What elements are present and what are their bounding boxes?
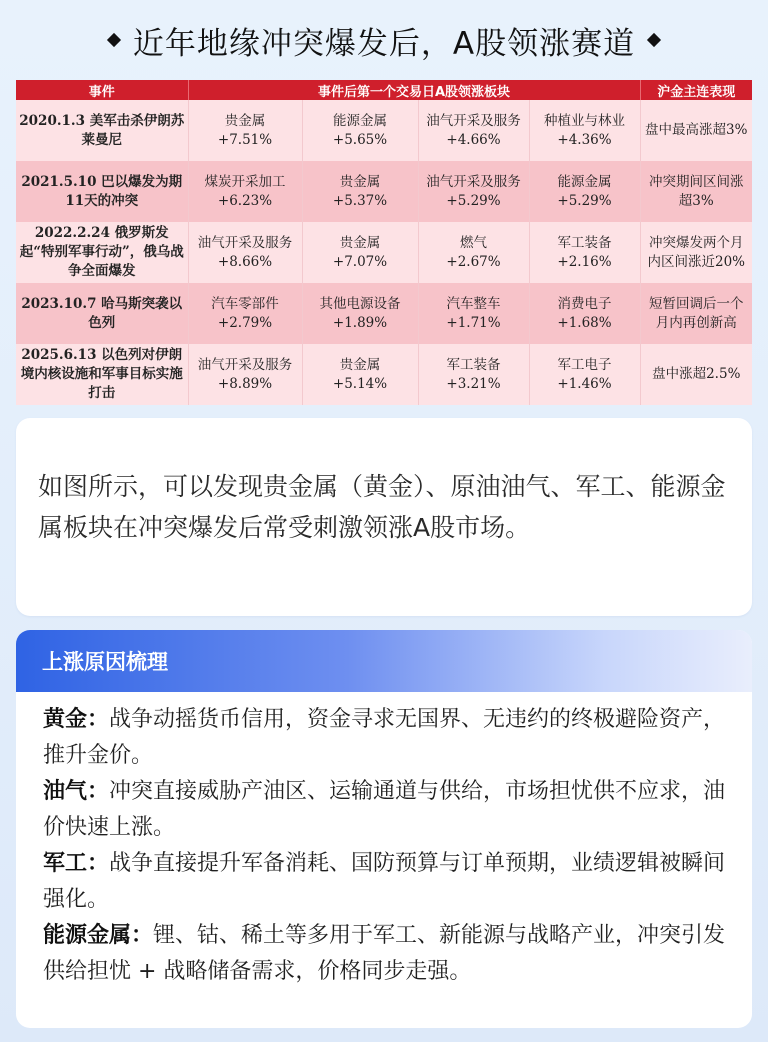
sector-name: 军工装备 — [446, 356, 501, 373]
sector-change: +8.89% — [217, 375, 273, 392]
sector-name: 煤炭开采加工 — [204, 173, 286, 190]
sector-change: +1.71% — [446, 314, 501, 331]
sector-change: +2.16% — [557, 253, 612, 270]
sector-name: 能源金属 — [333, 112, 387, 129]
sector-cell — [529, 283, 640, 344]
sector-cell — [418, 161, 529, 222]
sector-name: 贵金属 — [224, 112, 266, 129]
sector-cell — [529, 100, 640, 161]
reasons-card — [16, 630, 752, 1028]
reason-label: 油气： — [43, 779, 110, 804]
table-row — [16, 222, 752, 283]
sector-change: +8.66% — [217, 253, 273, 270]
sector-cell — [188, 344, 302, 405]
event-cell: 2023.10.7 哈马斯突袭以色列 — [16, 283, 188, 344]
sector-change: +2.79% — [217, 314, 273, 331]
sector-change: +5.14% — [332, 375, 388, 392]
sector-cell — [188, 161, 302, 222]
reasons-header — [16, 630, 752, 692]
sector-name: 消费电子 — [557, 295, 612, 312]
sector-change: +5.65% — [332, 131, 388, 148]
reason-item-gold — [43, 702, 730, 774]
sector-name: 汽车零部件 — [211, 295, 279, 312]
event-cell: 2022.2.24 俄罗斯发起“特别军事行动”，俄乌战争全面爆发 — [16, 222, 188, 283]
title-bar — [0, 8, 768, 72]
sector-name: 能源金属 — [557, 173, 612, 190]
events-table-container — [16, 80, 752, 408]
sector-cell — [188, 222, 302, 283]
events-table — [16, 80, 752, 405]
event-cell: 2021.5.10 巴以爆发为期11天的冲突 — [16, 161, 188, 222]
gold-cell: 盘中最高涨超3% — [640, 100, 752, 161]
table-header-row — [16, 80, 752, 100]
summary-card — [16, 418, 752, 616]
reason-text: 战争直接提升军备消耗、国防预算与订单预期，业绩逻辑被瞬间强化。 — [43, 851, 726, 912]
reason-item-oil — [43, 774, 730, 846]
sector-cell — [302, 283, 418, 344]
reason-label: 能源金属： — [43, 923, 154, 948]
sector-change: +2.67% — [446, 253, 501, 270]
diamond-left-icon — [107, 33, 121, 47]
sector-cell — [302, 100, 418, 161]
table-row — [16, 283, 752, 344]
gold-cell: 短暂回调后一个月内再创新高 — [640, 283, 752, 344]
sector-change: +1.46% — [557, 375, 612, 392]
event-cell: 2020.1.3 美军击杀伊朗苏莱曼尼 — [16, 100, 188, 161]
sector-change: +7.51% — [217, 131, 273, 148]
header-gold: 沪金主连表现 — [640, 80, 752, 100]
sector-name: 其他电源设备 — [319, 295, 401, 312]
sector-cell — [529, 222, 640, 283]
sector-cell — [188, 100, 302, 161]
sector-change: +7.07% — [332, 253, 388, 270]
sector-cell — [302, 344, 418, 405]
sector-change: +4.66% — [446, 131, 501, 148]
sector-cell — [418, 222, 529, 283]
sector-change: +6.23% — [217, 192, 273, 209]
sector-change: +5.29% — [446, 192, 501, 209]
sector-name: 军工装备 — [557, 234, 612, 251]
event-cell: 2025.6.13 以色列对伊朗境内核设施和军事目标实施打击 — [16, 344, 188, 405]
page-title: 近年地缘冲突爆发后，A股领涨赛道 — [132, 25, 636, 62]
sector-cell — [529, 344, 640, 405]
table-row — [16, 100, 752, 161]
reason-item-energy-metals — [43, 918, 730, 990]
sector-name: 油气开采及服务 — [197, 234, 293, 251]
header-event: 事件 — [16, 80, 188, 100]
sector-cell — [418, 283, 529, 344]
sector-name: 贵金属 — [339, 356, 381, 373]
reason-item-military — [43, 846, 730, 918]
sector-name: 贵金属 — [339, 234, 381, 251]
diamond-right-icon — [647, 33, 661, 47]
header-sectors: 事件后第一个交易日A股领涨板块 — [188, 80, 640, 100]
sector-cell — [302, 222, 418, 283]
sector-cell — [529, 161, 640, 222]
sector-name: 油气开采及服务 — [426, 112, 521, 129]
sector-change: +1.68% — [557, 314, 612, 331]
sector-change: +1.89% — [332, 314, 388, 331]
sector-name: 汽车整车 — [446, 295, 501, 312]
table-row — [16, 161, 752, 222]
reason-text: 冲突直接威胁产油区、运输通道与供给，市场担忧供不应求，油价快速上涨。 — [43, 779, 726, 840]
gold-cell: 冲突爆发两个月内区间涨近20% — [640, 222, 752, 283]
sector-name: 种植业与林业 — [544, 112, 625, 129]
sector-cell — [302, 161, 418, 222]
reason-text: 锂、钴、稀土等多用于军工、新能源与战略产业，冲突引发供给担忧 + 战略储备需求，价格同步走强。 — [43, 923, 726, 984]
sector-name: 贵金属 — [339, 173, 381, 190]
gold-cell: 冲突期间区间涨超3% — [640, 161, 752, 222]
reasons-list — [16, 692, 752, 990]
table-row — [16, 344, 752, 405]
sector-change: +5.29% — [557, 192, 612, 209]
sector-name: 油气开采及服务 — [197, 356, 293, 373]
sector-name: 燃气 — [460, 234, 487, 251]
sector-change: +3.21% — [446, 375, 501, 392]
sector-cell — [188, 283, 302, 344]
sector-cell — [418, 344, 529, 405]
sector-cell — [418, 100, 529, 161]
sector-name: 油气开采及服务 — [426, 173, 521, 190]
sector-name: 军工电子 — [557, 356, 612, 373]
sector-change: +5.37% — [332, 192, 388, 209]
reasons-heading: 上涨原因梳理 — [42, 650, 168, 674]
gold-cell: 盘中涨超2.5% — [640, 344, 752, 405]
reason-text: 战争动摇货币信用，资金寻求无国界、无违约的终极避险资产，推升金价。 — [43, 707, 726, 768]
summary-text: 如图所示，可以发现贵金属（黄金）、原油油气、军工、能源金属板块在冲突爆发后常受刺激领涨A股市场。 — [38, 472, 726, 542]
reason-label: 军工： — [43, 851, 110, 876]
reason-label: 黄金： — [43, 707, 110, 732]
sector-change: +4.36% — [557, 131, 612, 148]
